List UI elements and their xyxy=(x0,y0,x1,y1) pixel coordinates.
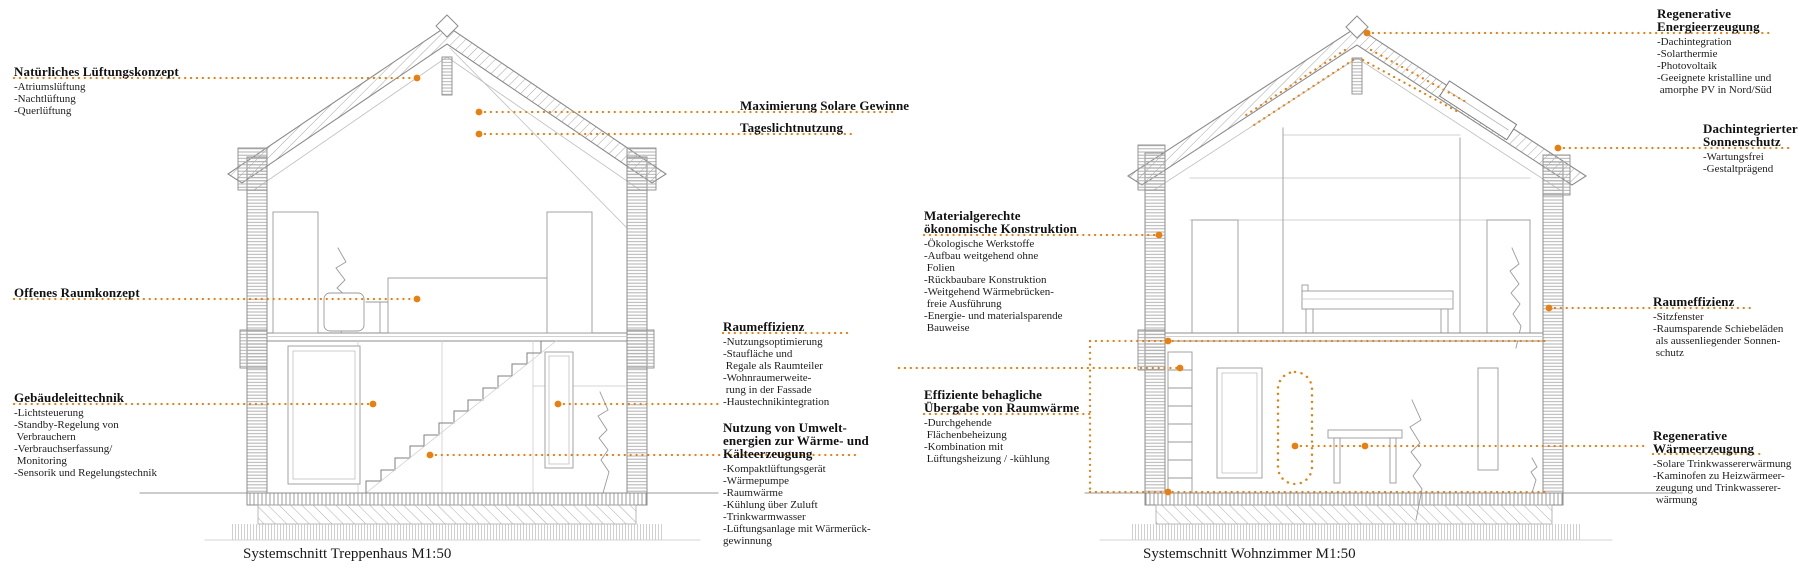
annotation-maximierung-solare-gewinne xyxy=(740,99,909,112)
roof xyxy=(1128,27,1586,185)
roof xyxy=(228,26,666,183)
left-slab-block xyxy=(240,330,267,368)
annotation-title: Raumeffizienz xyxy=(1653,294,1735,309)
leader-dot xyxy=(1364,30,1371,37)
annotation-tageslichtnutzung xyxy=(740,121,843,134)
skylight xyxy=(1440,81,1517,140)
ridge-post xyxy=(442,57,452,95)
annotation-items: -Nutzungsoptimierung -Staufläche und Regale als Raumteiler -Wohnraumerweite- rung in der Fassade -Haustechnikintegration xyxy=(723,336,830,408)
annotation-effiziente-uebergabe xyxy=(924,388,1079,465)
annotation-offenes-raumkonzept xyxy=(14,286,140,299)
leader-dot xyxy=(1555,145,1562,152)
left-wall xyxy=(247,157,267,493)
shelf-ladder xyxy=(1168,352,1192,493)
annotation-title: Nutzung von Umwelt- energien zur Wärme- und Kälteerzeugung xyxy=(723,420,869,461)
upper-center-box xyxy=(388,278,565,333)
bed xyxy=(1302,291,1453,309)
kaminofen-outline-dotted xyxy=(1278,372,1312,484)
annotation-natuerliches-lueftungskonzept xyxy=(14,65,179,117)
annotation-regenerative-energieerzeugung xyxy=(1657,7,1772,96)
annotation-title: Gebäudeleittechnik xyxy=(14,390,125,405)
leader-dot xyxy=(1362,443,1369,450)
leader-dot xyxy=(1177,365,1184,372)
annotation-title: Regenerative Energieerzeugung xyxy=(1657,6,1760,34)
annotation-title: Materialgerechte ökonomische Konstruktion xyxy=(924,208,1078,236)
right-eave-block xyxy=(627,148,656,190)
leader-dot xyxy=(1546,305,1553,312)
upper-left-wardrobe xyxy=(1192,220,1238,333)
lower-right-frame xyxy=(1478,368,1498,470)
leader-dot xyxy=(1165,338,1172,345)
ridge-post xyxy=(1352,58,1362,94)
leader-dot xyxy=(1156,232,1163,239)
caption-left-section: Systemschnitt Treppenhaus M1:50 xyxy=(243,546,452,562)
plant-small xyxy=(1531,458,1537,493)
right-wall xyxy=(627,157,647,493)
upper-left-wardrobe xyxy=(273,212,318,333)
leader-dot xyxy=(476,109,483,116)
upper-right-wardrobe xyxy=(1487,220,1530,333)
right-slab-block xyxy=(627,330,654,368)
annotation-gebaeudeleittechnik xyxy=(14,391,157,479)
subgrade xyxy=(1132,524,1580,540)
left-eave-block xyxy=(1138,145,1165,190)
annotation-regenerative-waermeerzeugung xyxy=(1653,429,1791,506)
annotation-raumeffizienz-mitte xyxy=(723,320,829,408)
leader-dot xyxy=(427,452,434,459)
annotation-items: -Sitzfenster -Raumsparende Schiebeläden als aussenliegender Sonnen- schutz xyxy=(1653,311,1784,359)
right-section-drawing xyxy=(1085,16,1682,540)
leader-dot xyxy=(1165,489,1172,496)
annotation-title: Dachintegrierter Sonnenschutz xyxy=(1703,121,1798,149)
annotation-title: Natürliches Lüftungskonzept xyxy=(14,64,179,79)
lower-left-door-frame xyxy=(288,346,360,484)
leader-dot xyxy=(370,401,377,408)
annotation-items: -Dachintegration -Solarthermie -Photovoltaik -Geeignete kristalline und amorphe PV in Nord/Süd xyxy=(1657,36,1772,96)
left-section-drawing xyxy=(140,15,718,540)
dining-table xyxy=(1328,430,1402,483)
annotation-items: -Durchgehende Flächenbeheizung -Kombination mit Lüftungsheizung / -kühlung xyxy=(924,417,1050,465)
left-slab-block xyxy=(1138,330,1165,370)
lower-left-door-frame xyxy=(1217,368,1262,478)
annotation-items: -Lichtsteuerung -Standby-Regelung von Verbrauchern -Verbrauchserfassung/ Monitoring -Sensorik und Regelungstechnik xyxy=(14,407,157,479)
subgrade xyxy=(232,524,662,540)
footing xyxy=(1156,505,1552,524)
leader-dot xyxy=(476,131,483,138)
annotation-title: Raumeffizienz xyxy=(723,319,805,334)
right-wall xyxy=(1543,162,1563,493)
floor-slab xyxy=(1145,493,1563,505)
leader-dot xyxy=(414,75,421,82)
left-eave-block xyxy=(238,148,267,190)
annotation-raumeffizienz-rechts xyxy=(1653,295,1783,359)
plant-lower xyxy=(598,392,609,493)
left-wall xyxy=(1145,153,1165,493)
annotation-items: -Kompaktlüftungsgerät -Wärmepumpe -Raumwärme -Kühlung über Zuluft -Trinkwarmwasser -Lüftungsanlage mit Wärmerück- gewinnung xyxy=(723,463,871,547)
right-eave-block xyxy=(1543,155,1570,195)
annotation-nutzung-umweltenergien xyxy=(723,421,871,547)
bed-leg xyxy=(1306,309,1313,333)
floor-slab xyxy=(247,493,647,505)
upper-right-wardrobe xyxy=(547,212,592,333)
leader-dot xyxy=(555,401,562,408)
stair-stringer xyxy=(366,341,556,493)
annotation-items: -Wartungsfrei -Gestaltprägend xyxy=(1703,151,1774,175)
caption-right-section: Systemschnitt Wohnzimmer M1:50 xyxy=(1143,546,1356,562)
annotation-materialgerechte-konstruktion xyxy=(924,209,1077,334)
upper-floor-slab xyxy=(267,333,627,341)
annotation-title: Regenerative Wärmeerzeugung xyxy=(1653,428,1755,456)
annotation-title: Offenes Raumkonzept xyxy=(14,285,140,300)
annotation-title: Tageslichtnutzung xyxy=(740,120,844,135)
annotation-items: -Solare Trinkwassererwärmung -Kaminofen zu Heizwärmeer- zeugung und Trinkwasserer- wärmung xyxy=(1653,458,1792,506)
annotation-title: Effiziente behagliche Übergabe von Raumwärme xyxy=(924,387,1080,415)
annotation-items: -Atriumslüftung -Nachtlüftung -Querlüftung xyxy=(14,81,86,117)
annotation-dachintegrierter-sonnenschutz xyxy=(1703,122,1798,175)
annotation-title: Maximierung Solare Gewinne xyxy=(740,98,910,113)
upper-floor-slab xyxy=(1165,333,1543,341)
annotation-items: -Ökologische Werkstoffe -Aufbau weitgehend ohne Folien -Rückbaubare Konstruktion -Weitgehend Wärmebrücken- freie Ausführung -Energie- und materialsparende Bauweise xyxy=(924,238,1063,334)
leader-dot xyxy=(414,296,421,303)
bed-leg xyxy=(1441,309,1448,333)
leader-dot xyxy=(1292,443,1299,450)
footing xyxy=(258,505,636,524)
